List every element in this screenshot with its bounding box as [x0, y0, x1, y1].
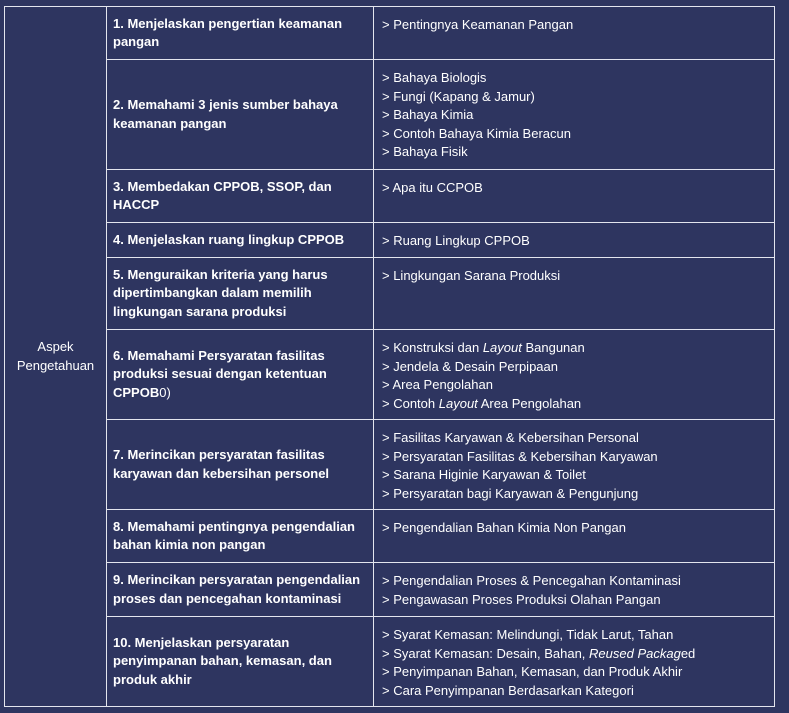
topic-item: > Persyaratan bagi Karyawan & Pengunjung [382, 485, 639, 501]
topic-item: > Bahaya Kimia [382, 107, 474, 122]
table-row [5, 617, 775, 707]
table-row [5, 330, 775, 420]
table-row [5, 563, 775, 617]
topic-item: > Fungi (Kapang & Jamur) [382, 88, 535, 104]
topic-item: > Penyimpanan Bahan, Kemasan, dan Produk Akhir [382, 664, 683, 679]
topics-cell [374, 510, 775, 563]
topics-cell [374, 223, 775, 258]
topic-item: > Jendela & Desain Perpipaan [382, 358, 558, 374]
table-row [5, 170, 775, 223]
learning-objectives-table [4, 6, 775, 707]
table-row [5, 258, 775, 330]
topic-item: > Area Pengolahan [382, 377, 493, 392]
objective-cell: 3. Membedakan CPPOB, SSOP, dan HACCP [107, 170, 374, 223]
objective-cell: 7. Merincikan persyaratan fasilitas karyawan dan kebersihan personel [107, 420, 374, 510]
topic-item: > Bahaya Biologis [382, 70, 487, 85]
topics-cell [374, 170, 775, 223]
aspect-label-line1: Aspek [37, 339, 74, 354]
topic-item: > Bahaya Fisik [382, 144, 468, 159]
topics-cell [374, 563, 775, 617]
topic-item: > Syarat Kemasan: Melindungi, Tidak Larut, Tahan [382, 627, 674, 642]
objective-cell: 9. Merincikan persyaratan pengendalian proses dan pencegahan kontaminasi [107, 563, 374, 617]
topics-cell [374, 7, 775, 60]
topic-item: > Pengawasan Proses Produksi Olahan Pangan [382, 591, 661, 607]
topic-item: > Pengendalian Bahan Kimia Non Pangan [382, 520, 626, 535]
topic-item: > Syarat Kemasan: Desain, Bahan, Reused Packaged [382, 645, 696, 661]
topics-cell [374, 330, 775, 420]
table-row [5, 223, 775, 258]
objective-cell: 10. Menjelaskan persyaratan penyimpanan bahan, kemasan, dan produk akhir [107, 617, 374, 707]
topic-item: > Pentingnya Keamanan Pangan [382, 17, 574, 32]
objective-cell: 5. Menguraikan kriteria yang harus dipertimbangkan dalam memilih lingkungan sarana produksi [107, 258, 374, 330]
objective-cell: 8. Memahami pentingnya pengendalian bahan kimia non pangan [107, 510, 374, 563]
topic-item: > Konstruksi dan Layout Bangunan [382, 340, 585, 355]
objective-cell [107, 330, 374, 420]
topic-item: > Sarana Higinie Karyawan & Toilet [382, 467, 586, 482]
objective-cell: 1. Menjelaskan pengertian keamanan pangan [107, 7, 374, 60]
table-row [5, 420, 775, 510]
aspect-cell [5, 7, 107, 707]
topic-item: > Cara Penyimpanan Berdasarkan Kategori [382, 682, 634, 698]
topic-item: > Contoh Bahaya Kimia Beracun [382, 125, 571, 141]
topics-cell [374, 617, 775, 707]
topic-item: > Apa itu CCPOB [382, 180, 483, 195]
table-row [5, 7, 775, 60]
topic-item: > Pengendalian Proses & Pencegahan Kontaminasi [382, 573, 681, 588]
table-row [5, 60, 775, 170]
topics-cell [374, 60, 775, 170]
topic-item: > Contoh Layout Area Pengolahan [382, 395, 582, 411]
topics-cell [374, 258, 775, 330]
topic-item: > Persyaratan Fasilitas & Kebersihan Karyawan [382, 448, 658, 464]
topic-item: > Lingkungan Sarana Produksi [382, 268, 561, 283]
objective-tail: 0) [159, 384, 171, 400]
topic-item: > Fasilitas Karyawan & Kebersihan Personal [382, 430, 639, 445]
table-row [5, 510, 775, 563]
topic-item: > Ruang Lingkup CPPOB [382, 233, 530, 248]
objective-text: 6. Memahami Persyaratan fasilitas produksi sesuai dengan ketentuan CPPOB [113, 347, 327, 400]
objective-cell: 2. Memahami 3 jenis sumber bahaya keamanan pangan [107, 60, 374, 170]
topics-cell [374, 420, 775, 510]
objective-cell: 4. Menjelaskan ruang lingkup CPPOB [107, 223, 374, 258]
aspect-label-line2: Pengetahuan [16, 357, 95, 373]
